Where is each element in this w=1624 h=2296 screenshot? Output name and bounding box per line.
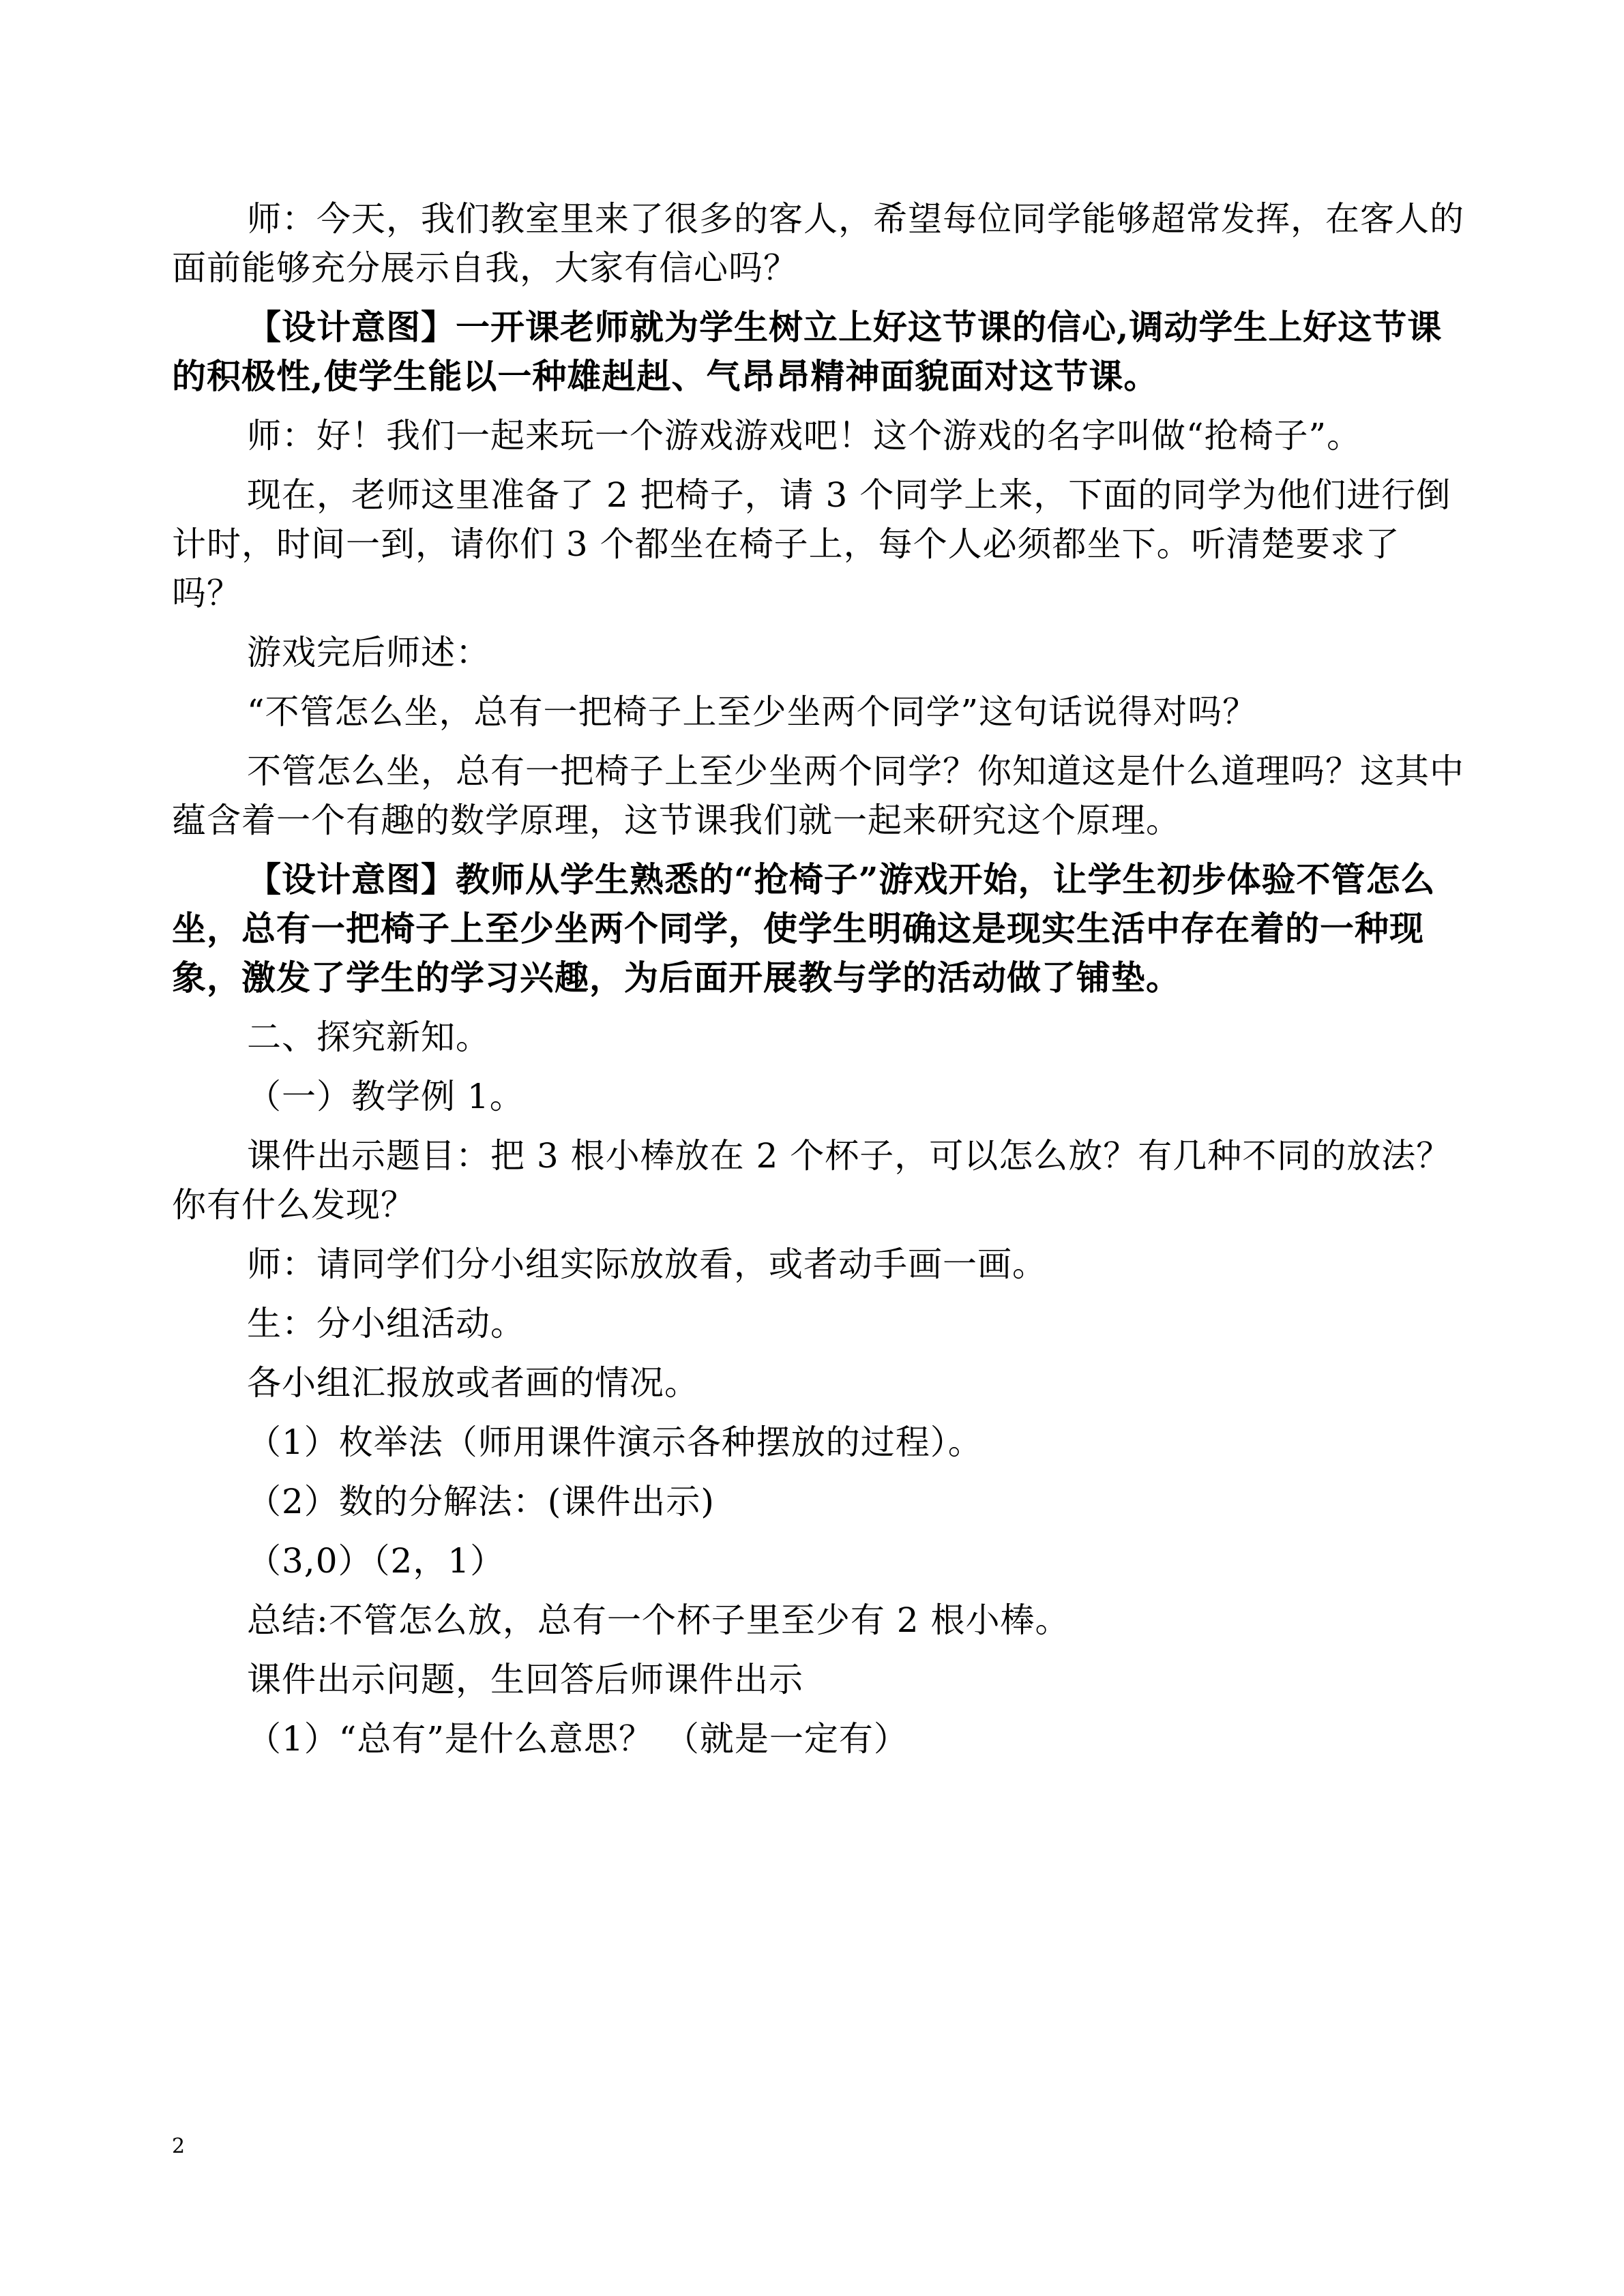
- subsection-example-1: （一）教学例 1。: [247, 1077, 525, 1116]
- section-heading-explore: 二、探究新知。: [247, 1017, 490, 1057]
- page-number: 2: [172, 2134, 186, 2158]
- paragraph-18: 总结:不管怎么放，总有一个杯子里至少有 2 根小棒。: [247, 1600, 1070, 1640]
- paragraph-16: （2）数的分解法：(课件出示): [247, 1482, 715, 1521]
- paragraph-14: 各小组汇报放或者画的情况。: [247, 1363, 699, 1403]
- paragraph-13: 生：分小组活动。: [247, 1304, 525, 1343]
- paragraph-15: （1）枚举法（师用课件演示各种摆放的过程）。: [247, 1422, 983, 1462]
- paragraph-7: 不管怎么坐，总有一把椅子上至少坐两个同学？你知道这是什么道理吗？这其中蕴含着一个有趣的数学原理，这节课我们就一起来研究这个原理。: [172, 751, 1464, 840]
- paragraph-6: “不管怎么坐，总有一把椅子上至少坐两个同学”这句话说得对吗？: [247, 692, 1258, 732]
- paragraph-5: 游戏完后师述：: [247, 633, 490, 672]
- paragraph-20: （1）“总有”是什么意思？ （就是一定有）: [247, 1719, 909, 1759]
- paragraph-3: 师：好！我们一起来玩一个游戏游戏吧！这个游戏的名字叫做“抢椅子”。: [247, 416, 1362, 456]
- paragraph-12: 师：请同学们分小组实际放放看，或者动手画一画。: [247, 1244, 1047, 1284]
- design-intent-1: 【设计意图】一开课老师就为学生树立上好这节课的信心,调动学生上好这节课的积极性,使学生能以一种雄赳赳、气昂昂精神面貌面对这节课。: [172, 307, 1443, 396]
- design-intent-2: 【设计意图】教师从学生熟悉的“抢椅子”游戏开始，让学生初步体验不管怎么坐，总有一把椅子上至少坐两个同学，使学生明确这是现实生活中存在着的一种现象，激发了学生的学习兴趣，为后面开展教与学的活动做了铺垫。: [172, 859, 1436, 998]
- document-body: [172, 194, 1468, 1774]
- paragraph-17: （3,0）（2，1）: [247, 1541, 505, 1581]
- paragraph-11: 课件出示题目：把 3 根小棒放在 2 个杯子，可以怎么放？有几种不同的放法？你有什么发现？: [172, 1136, 1451, 1225]
- paragraph-19: 课件出示问题，生回答后师课件出示: [247, 1660, 803, 1699]
- paragraph-1: 师：今天，我们教室里来了很多的客人，希望每位同学能够超常发挥，在客人的面前能够充分展示自我，大家有信心吗？: [172, 199, 1464, 288]
- paragraph-4: 现在，老师这里准备了 2 把椅子，请 3 个同学上来，下面的同学为他们进行倒计时，时间一到，请你们 3 个都坐在椅子上，每个人必须都坐下。听清楚要求了吗？: [172, 475, 1451, 613]
